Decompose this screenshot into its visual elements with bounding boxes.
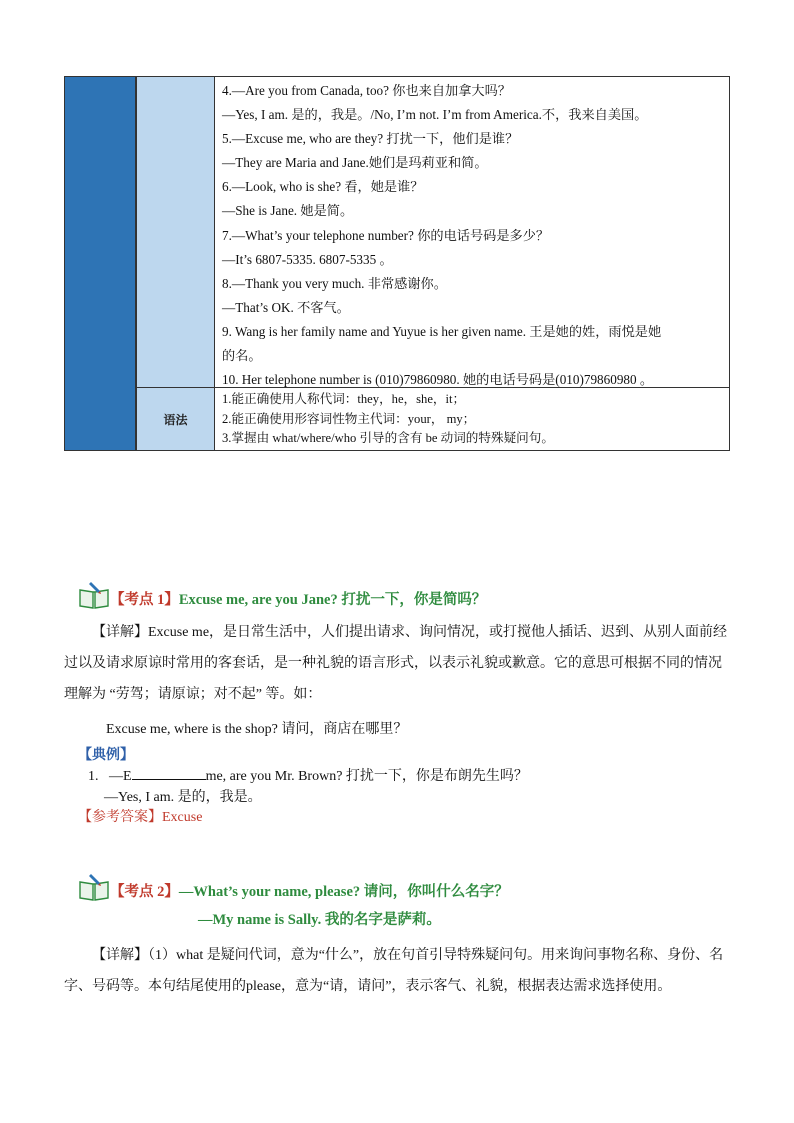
- table-category-cell: [64, 76, 136, 451]
- table-row: —She is Jane. 她是简。: [222, 203, 354, 219]
- example-answer-line: —Yes, I am. 是的，我是。: [104, 790, 262, 805]
- grammar-label: 语法: [136, 387, 215, 451]
- table-subcategory-cell: [136, 76, 215, 388]
- example-question: 1. —E me, are you Mr. Brown? 打扰一下，你是布朗先生吗？: [88, 769, 528, 784]
- detail-text: （1）what 是疑问代词，意为“什么”，放在句首引导特殊疑问句。用来询问事物名称、身份、名字、号码等。本句结尾使用的please，意为“请，请问”，表示客气、礼貌，根据表达需求选择使用。: [64, 948, 724, 994]
- book-pen-icon: [78, 580, 110, 610]
- point-1-heading: [78, 580, 758, 614]
- detail-label: 【详解】: [92, 948, 148, 963]
- grammar-row: 2.能正确使用形容词性物主代词：your， my；: [222, 411, 476, 426]
- table-row: —Yes, I am. 是的，我是。/No, I’m not. I’m from America.不，我来自美国。: [222, 107, 648, 123]
- table-row: 6.—Look, who is she? 看，她是谁？: [222, 179, 424, 195]
- sentence-list-cell: [214, 76, 730, 388]
- point-2-heading: [78, 872, 758, 928]
- point-2-detail: [64, 940, 730, 1002]
- table-row: —It’s 6807-5335. 6807-5335 。: [222, 251, 393, 267]
- table-row: 4.—Are you from Canada, too? 你也来自加拿大吗？: [222, 83, 511, 98]
- answer-blank[interactable]: [132, 767, 206, 780]
- detail-label: 【详解】: [92, 625, 148, 640]
- table-row: 9. Wang is her family name and Yuyue is her given name. 王是她的姓，雨悦是她: [222, 323, 662, 339]
- book-pen-icon: [78, 872, 110, 902]
- point-1-detail: [64, 617, 730, 710]
- table-row: 10. Her telephone number is (010)79860980. 她的电话号码是(010)79860980 。: [222, 372, 654, 388]
- table-row: 7.—What’s your telephone number? 你的电话号码是多少？: [222, 227, 550, 243]
- point-1-title: 【考点 1】Excuse me, are you Jane? 打扰一下，你是简吗？: [110, 592, 487, 608]
- table-row: —They are Maria and Jane.她们是玛莉亚和简。: [222, 155, 488, 171]
- example-label: 【典例】: [78, 748, 134, 763]
- grammar-row: 3.掌握由 what/where/who 引导的含有 be 动词的特殊疑问句。: [222, 431, 554, 445]
- table-row: 的名。: [222, 348, 262, 364]
- vocab-table: [64, 76, 730, 451]
- table-row: 5.—Excuse me, who are they? 打扰一下，他们是谁？: [222, 131, 519, 147]
- table-row: 8.—Thank you very much. 非常感谢你。: [222, 275, 447, 291]
- reference-answer: 【参考答案】Excuse: [78, 810, 203, 825]
- point-2-title: 【考点 2】—What’s your name, please? 请问，你叫什么名字？: [110, 884, 509, 900]
- grammar-row: 1.能正确使用人称代词：they，he，she，it；: [222, 392, 466, 406]
- table-row: —That’s OK. 不客气。: [222, 299, 350, 315]
- grammar-cell: [214, 387, 730, 451]
- point-1-example: Excuse me, where is the shop? 请问，商店在哪里？: [106, 722, 408, 737]
- point-2-title-2: —My name is Sally. 我的名字是萨莉。: [198, 912, 441, 928]
- detail-text: Excuse me，是日常生活中，人们提出请求、询问情况，或打搅他人插话、迟到、从别人面前经过以及请求原谅时常用的客套话，是一种礼貌的语言形式，以表示礼貌或歉意。它的意思可根据不同的情况理解为 “劳驾；请原谅；对不起” 等。如：: [64, 625, 728, 702]
